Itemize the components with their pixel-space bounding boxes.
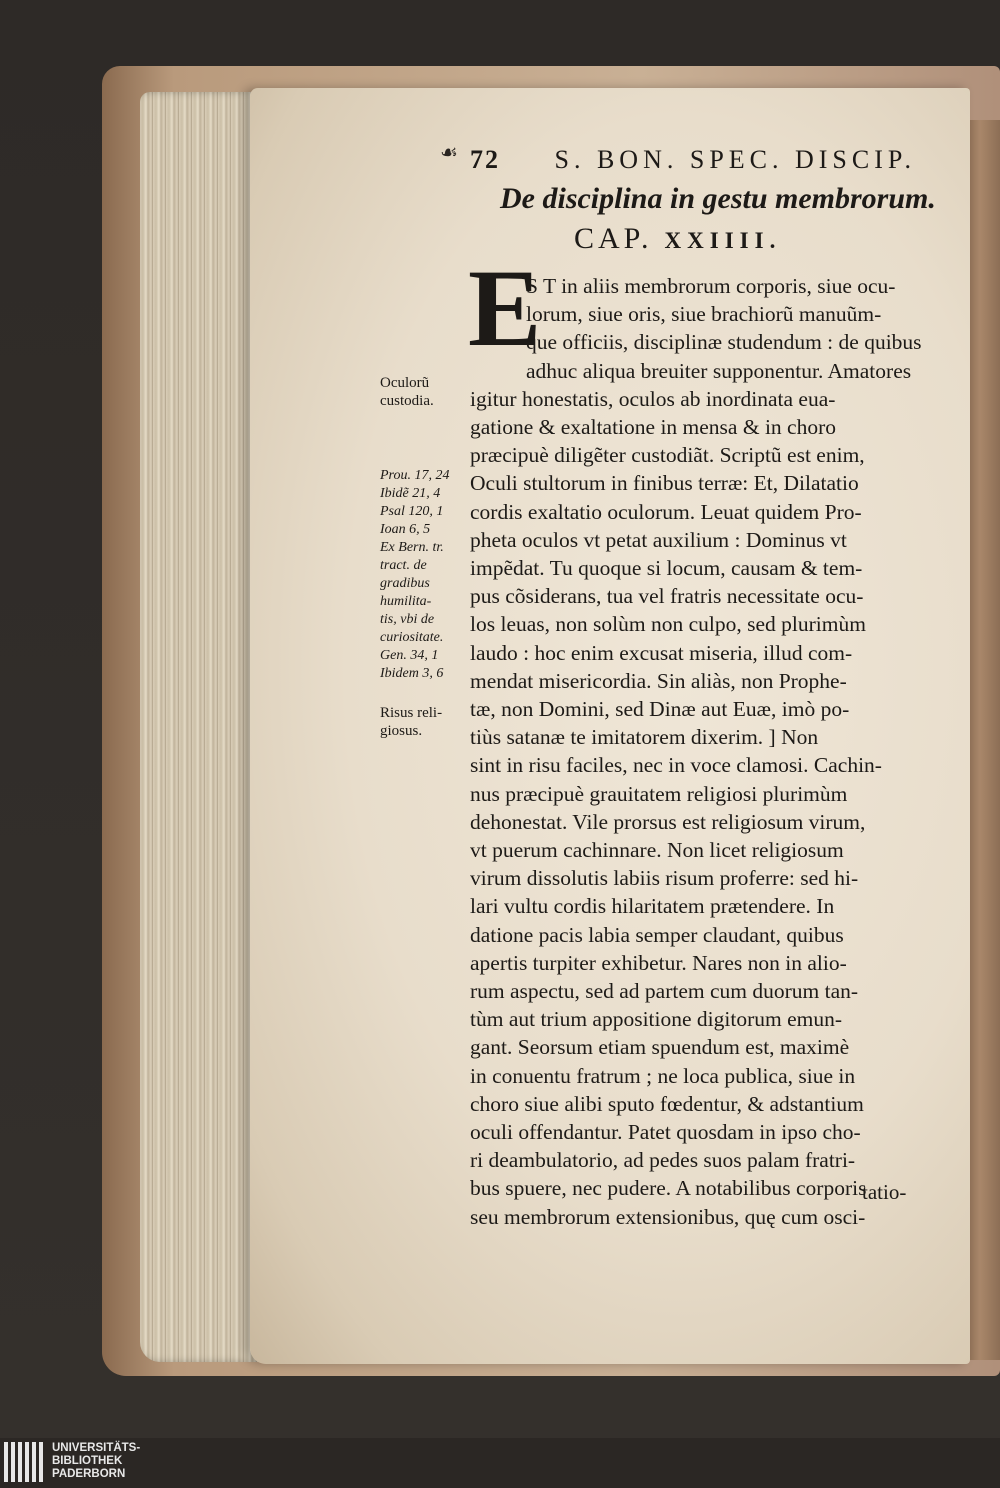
margin-note: Ibidẽ 21, 4	[380, 486, 441, 501]
catchword: tatio-	[862, 1180, 907, 1204]
chapter-number: XXIIII.	[664, 228, 782, 253]
body-line: vt puerum cachinnare. Non licet religiosum	[470, 838, 844, 862]
margin-note: Prou. 17, 24	[380, 468, 450, 483]
body-line: ri deambulatorio, ad pedes suos palam fratri-	[470, 1148, 856, 1173]
library-name-line: PADERBORN	[52, 1468, 126, 1480]
page-number: 72	[470, 145, 500, 174]
margin-note: tract. de	[380, 558, 427, 573]
margin-note: Ex Bern. tr.	[380, 540, 444, 555]
body-line: apertis turpiter exhibetur. Nares non in alio-	[470, 950, 847, 975]
body-line: gatione & exaltatione in mensa & in choro	[470, 415, 836, 439]
margin-note: gradibus	[380, 576, 430, 591]
body-line: gant. Seorsum etiam spuendum est, maximè	[470, 1035, 850, 1060]
body-line: mendat misericordia. Sin aliàs, non Prophe-	[470, 668, 847, 693]
library-barcode-logo-icon	[4, 1442, 44, 1482]
ink-flourish-icon: ☙	[440, 142, 458, 164]
body-line: præcipuè diligẽter custodiãt. Scriptũ est enim,	[470, 443, 865, 468]
margin-note: giosus.	[380, 723, 423, 739]
margin-note: Gen. 34, 1	[380, 648, 439, 663]
body-line: oculi offendantur. Patet quosdam in ipso cho-	[470, 1120, 861, 1144]
body-line: tùm aut trium appositione digitorum emun-	[470, 1007, 843, 1032]
body-line: in conuentu fratrum ; ne loca publica, siue in	[470, 1063, 856, 1088]
chapter-title: De disciplina in gestu membrorum.	[500, 182, 936, 215]
body-line: tæ, non Domini, sed Dinæ aut Euæ, imò po-	[470, 697, 850, 721]
body-line: seu membrorum extensionibus, quę cum osci-	[470, 1204, 866, 1229]
margin-note: humilita-	[380, 594, 432, 609]
footer-bar	[0, 1438, 1000, 1488]
margin-note: Risus reli-	[380, 705, 443, 721]
margin-note: Ibidem 3, 6	[380, 666, 444, 681]
body-line: dehonestat. Vile prorsus est religiosum virum,	[470, 809, 866, 834]
margin-note: curiositate.	[380, 630, 444, 645]
body-line: que officiis, disciplinæ studendum : de quibus	[526, 330, 922, 355]
body-line: pus cõsiderans, tua vel fratris necessitate ocu-	[470, 584, 864, 609]
body-line: choro siue alibi sputo fœdentur, & adstantium	[470, 1091, 864, 1116]
drop-cap: E	[468, 247, 542, 369]
body-line: datione pacis labia semper claudant, quibus	[470, 922, 844, 947]
body-line: virum dissolutis labiis risum proferre: sed hi-	[470, 866, 859, 891]
body-line: laudo : hoc enim excusat miseria, illud com-	[470, 640, 853, 665]
body-line: Oculi stultorum in finibus terræ: Et, Dilatatio	[470, 471, 859, 496]
body-line: los leuas, non solùm non culpo, sed plurimùm	[470, 612, 866, 637]
library-name	[52, 1442, 140, 1481]
margin-note: Ioan 6, 5	[380, 522, 431, 537]
library-name-line: BIBLIOTHEK	[52, 1455, 123, 1467]
body-line: lorum, siue oris, siue brachiorũ manuũm-	[526, 302, 882, 327]
running-head	[470, 145, 916, 175]
body-line: igitur honestatis, oculos ab inordinata eua-	[470, 386, 836, 411]
body-line: lari vultu cordis hilaritatem prætendere. In	[470, 894, 835, 919]
body-line: nus præcipuè grauitatem religiosi plurimùm	[470, 781, 848, 806]
body-line: adhuc aliqua breuiter supponentur. Amatores	[526, 358, 912, 383]
body-line: S T in aliis membrorum corporis, siue ocu-	[526, 274, 896, 298]
library-name-line: UNIVERSITÄTS-	[52, 1442, 141, 1454]
body-line: tiùs satanæ te imitatorem dixerim. ] Non	[470, 725, 819, 750]
running-title: S. BON. SPEC. DISCIP.	[554, 145, 916, 174]
body-line: impẽdat. Tu quoque si locum, causam & tem-	[470, 556, 863, 580]
margin-note: Psal 120, 1	[380, 504, 444, 519]
margin-note: custodia.	[380, 393, 434, 409]
chapter-heading	[574, 222, 781, 256]
margin-note: tis, vbi de	[380, 612, 435, 627]
body-line: rum aspectu, sed ad partem cum duorum tan-	[470, 979, 859, 1003]
chapter-label: CAP.	[574, 222, 653, 255]
body-line: bus spuere, nec pudere. A notabilibus corporis	[470, 1176, 867, 1201]
margin-note: Oculorũ	[380, 375, 430, 391]
body-line: cordis exaltatio oculorum. Leuat quidem Pro-	[470, 499, 862, 524]
body-line: pheta oculos vt petat auxilium : Dominus vt	[470, 527, 847, 552]
body-line: sint in risu faciles, nec in voce clamosi. Cachin-	[470, 753, 882, 778]
